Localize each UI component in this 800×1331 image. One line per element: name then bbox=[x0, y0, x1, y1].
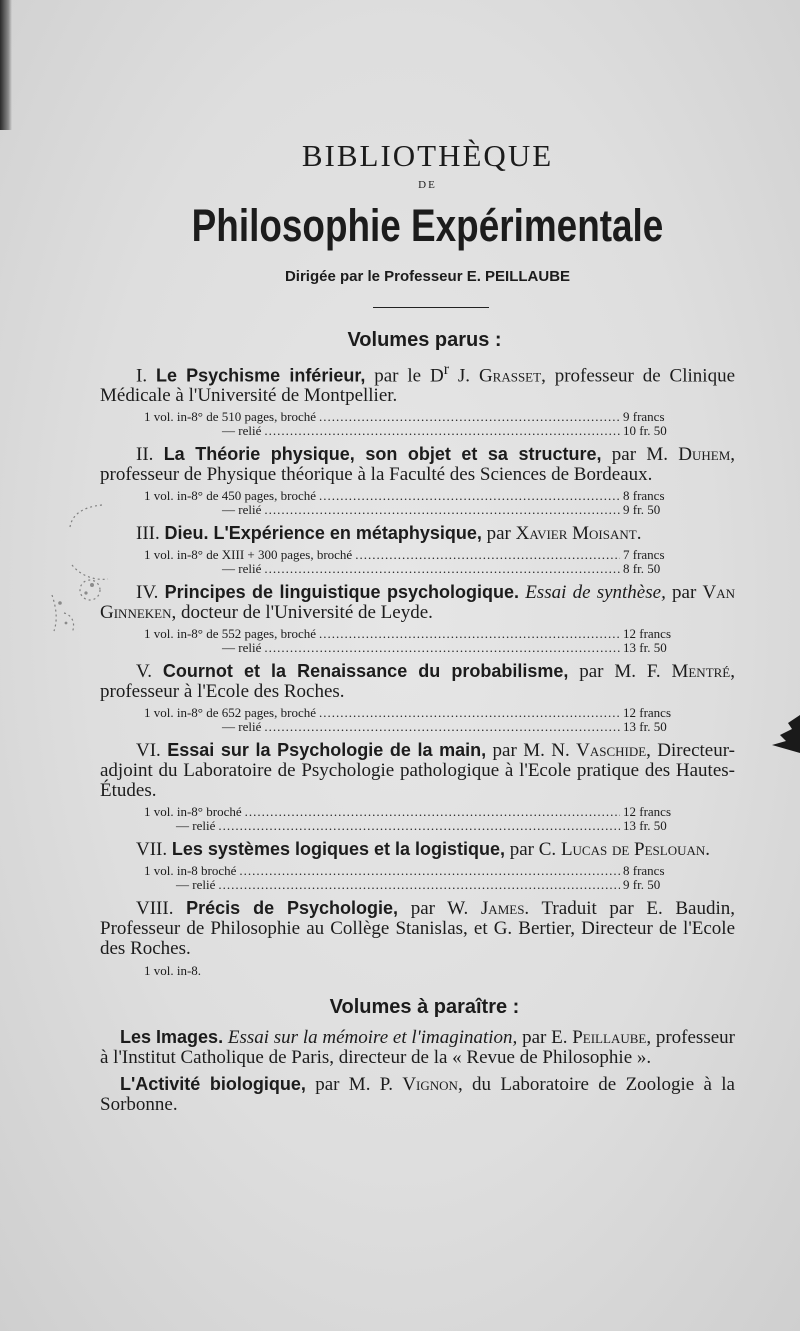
entry-title: La Théorie physique, son objet et sa structure, bbox=[163, 444, 602, 465]
entry-text: par M. P. bbox=[305, 1074, 403, 1096]
price-line bbox=[100, 720, 735, 734]
price-description: 1 vol. in-8° de 652 pages, broché bbox=[144, 705, 316, 721]
catalogue-entry bbox=[100, 523, 735, 544]
price-description: — relié bbox=[222, 502, 262, 518]
price-amount: 7 francs bbox=[623, 547, 665, 563]
price-line bbox=[100, 641, 735, 655]
upcoming-heading: Volumes à paraître : bbox=[329, 996, 520, 1019]
leader-dots bbox=[218, 878, 620, 892]
entry-title: Principes de linguistique psychologique. bbox=[164, 582, 519, 603]
entry-title: Essai sur la Psychologie de la main, bbox=[167, 740, 487, 761]
entry-text: par M. F. bbox=[568, 661, 672, 683]
entry-text: par C. bbox=[505, 839, 561, 861]
entry-text: par le D bbox=[365, 365, 444, 387]
leader-dots bbox=[264, 503, 620, 517]
price-amount: 8 fr. 50 bbox=[623, 561, 661, 577]
price-description: 1 vol. in-8° de 510 pages, broché bbox=[144, 409, 316, 425]
entry-number: VIII. bbox=[136, 898, 174, 920]
entry-author: Vignon bbox=[402, 1074, 458, 1096]
price-amount: 13 fr. 50 bbox=[623, 818, 667, 834]
series-header-line: BIBLIOTHÈQUE bbox=[301, 138, 554, 173]
leader-dots bbox=[319, 706, 620, 720]
leader-dots bbox=[264, 562, 620, 576]
entry-number: IV. bbox=[136, 582, 159, 604]
entry-text: par M. N. bbox=[486, 740, 577, 762]
entry-author: James bbox=[480, 898, 525, 920]
price-amount: 12 francs bbox=[623, 626, 672, 642]
leader-dots bbox=[264, 424, 620, 438]
price-description: — relié bbox=[176, 818, 216, 834]
catalogue-content bbox=[100, 135, 735, 1115]
entry-author: Mentré bbox=[671, 661, 731, 683]
catalogue-entry bbox=[100, 898, 735, 959]
entry-author: Duhem bbox=[678, 444, 731, 466]
price-amount: 12 francs bbox=[623, 705, 672, 721]
leader-dots bbox=[355, 548, 620, 562]
series-director: Dirigée par le Professeur E. PEILLAUBE bbox=[284, 268, 571, 285]
price-description: — relié bbox=[222, 561, 262, 577]
page-tear-mark bbox=[760, 715, 800, 755]
leader-dots bbox=[264, 641, 620, 655]
catalogue-entry bbox=[100, 740, 735, 801]
entry-author: Peillaube bbox=[572, 1027, 647, 1049]
entry-subtitle: Essai sur la mémoire et l'imagination, bbox=[223, 1027, 518, 1049]
entry-title: Cournot et la Renaissance du probabilisme, bbox=[162, 661, 569, 682]
entry-text: , professeur à l'Institut Catholique de Paris, directeur de la « Revue de Philosophie ». bbox=[100, 1027, 735, 1069]
price-line bbox=[100, 548, 735, 562]
price-description: 1 vol. in-8° de 450 pages, broché bbox=[144, 488, 316, 504]
catalogue-entry bbox=[100, 661, 735, 702]
upcoming-entry bbox=[100, 1027, 735, 1068]
entry-subtitle: Essai de synthèse, bbox=[518, 582, 666, 604]
series-title: Philosophie Expérimentale bbox=[191, 200, 664, 251]
entry-title: Dieu. L'Expérience en métaphysique, bbox=[164, 523, 482, 544]
entry-number: VII. bbox=[136, 839, 168, 861]
entry-text: par bbox=[481, 523, 516, 545]
price-line bbox=[100, 805, 735, 819]
entry-text: , professeur de Clinique Médicale à l'Université de Montpellier. bbox=[100, 365, 735, 407]
entry-text: , du Laboratoire de Zoologie à la Sorbonne. bbox=[100, 1074, 735, 1116]
price-line bbox=[100, 562, 735, 576]
entry-number: VI. bbox=[136, 740, 161, 762]
entry-text: , professeur de Physique théorique à la Faculté des Sciences de Bordeaux. bbox=[100, 444, 735, 486]
entry-text: par E. bbox=[517, 1027, 573, 1049]
leader-dots bbox=[319, 489, 620, 503]
price-amount: 8 francs bbox=[623, 863, 665, 879]
leader-dots bbox=[218, 819, 620, 833]
entry-text: . Traduit par E. Baudin, Professeur de Philosophie au Collège Stanislas, et G. Bertier, Directeur de l'Ecole des Roches. bbox=[100, 898, 735, 960]
leader-dots bbox=[239, 864, 620, 878]
price-line bbox=[100, 878, 735, 892]
entry-author: Van Ginneken bbox=[100, 582, 735, 624]
entry-text: . bbox=[636, 523, 642, 545]
entry-number: II. bbox=[136, 444, 154, 466]
entry-number: V. bbox=[136, 661, 153, 683]
entry-superscript: r bbox=[443, 361, 449, 378]
price-line bbox=[100, 627, 735, 641]
leader-dots bbox=[319, 627, 620, 641]
entry-title: Le Psychisme inférieur, bbox=[155, 365, 366, 386]
entry-number: I. bbox=[136, 365, 148, 387]
price-amount: 9 fr. 50 bbox=[623, 877, 661, 893]
volume-format: 1 vol. in-8. bbox=[144, 963, 202, 979]
price-amount: 9 fr. 50 bbox=[623, 502, 661, 518]
catalogue-entry bbox=[100, 444, 735, 485]
price-line bbox=[100, 410, 735, 424]
entry-text: , docteur de l'Université de Leyde. bbox=[171, 602, 433, 624]
price-description: — relié bbox=[222, 719, 262, 735]
page-shadow-edge bbox=[0, 0, 12, 130]
price-description: 1 vol. in-8° de XIII + 300 pages, broché bbox=[144, 547, 353, 563]
price-line bbox=[100, 503, 735, 517]
price-line bbox=[100, 706, 735, 720]
price-description: — relié bbox=[176, 877, 216, 893]
entry-text: par bbox=[665, 582, 703, 604]
entry-number: III. bbox=[136, 523, 160, 545]
price-description: 1 vol. in-8° de 552 pages, broché bbox=[144, 626, 316, 642]
price-amount: 13 fr. 50 bbox=[623, 719, 667, 735]
entry-author: Grasset bbox=[478, 365, 542, 387]
leader-dots bbox=[264, 720, 620, 734]
price-amount: 8 francs bbox=[623, 488, 665, 504]
series-header-de: DE bbox=[418, 179, 437, 191]
leader-dots bbox=[319, 410, 620, 424]
entry-author: Xavier Moisant bbox=[515, 523, 637, 545]
header-divider bbox=[373, 307, 489, 308]
leader-dots bbox=[245, 805, 620, 819]
price-line bbox=[100, 864, 735, 878]
entry-title: Les Images. bbox=[120, 1027, 224, 1048]
price-description: — relié bbox=[222, 423, 262, 439]
entry-title: Les systèmes logiques et la logistique, bbox=[171, 839, 505, 860]
entry-text: . bbox=[705, 839, 711, 861]
price-line bbox=[100, 489, 735, 503]
entry-title: Précis de Psychologie, bbox=[186, 898, 399, 919]
price-amount: 12 francs bbox=[623, 804, 672, 820]
price-description: — relié bbox=[222, 640, 262, 656]
entry-title: L'Activité biologique, bbox=[120, 1074, 306, 1095]
catalogue-entry bbox=[100, 582, 735, 623]
catalogue-entry bbox=[100, 360, 735, 406]
entry-text: par W. bbox=[398, 898, 481, 920]
price-description: 1 vol. in-8 broché bbox=[144, 863, 237, 879]
entry-text: J. bbox=[449, 365, 479, 387]
entry-text: par M. bbox=[601, 444, 679, 466]
entry-author: Vaschide bbox=[576, 740, 647, 762]
price-amount: 10 fr. 50 bbox=[623, 423, 667, 439]
price-description: 1 vol. in-8° broché bbox=[144, 804, 242, 820]
published-heading: Volumes parus : bbox=[347, 329, 502, 351]
entry-text: , Directeur-adjoint du Laboratoire de Psychologie pathologique à l'Ecole pratique des Hautes-Études. bbox=[100, 740, 735, 802]
catalogue-entry bbox=[100, 839, 735, 860]
price-line bbox=[100, 424, 735, 438]
price-amount: 13 fr. 50 bbox=[623, 640, 667, 656]
upcoming-entry bbox=[100, 1074, 735, 1115]
entry-text: , professeur à l'Ecole des Roches. bbox=[100, 661, 735, 703]
entry-author: Lucas de Peslouan bbox=[560, 839, 706, 861]
price-amount: 9 francs bbox=[623, 409, 665, 425]
price-line bbox=[100, 819, 735, 833]
